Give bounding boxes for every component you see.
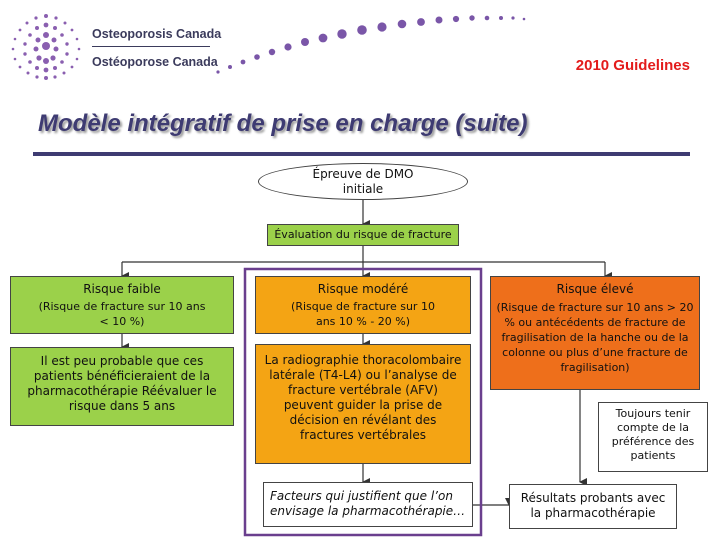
logo-text-french: Ostéoporose Canada <box>92 55 218 69</box>
high-risk-detail: (Risque de fracture sur 10 ans > 20 % ou antécédents de fracture de fragilisation de la hanche ou de la colonne ou plus d’une fracture de fragilisation) <box>496 301 694 374</box>
high-risk-heading: Risque élevé <box>556 282 634 296</box>
logo-text-english: Osteoporosis Canada <box>92 27 222 41</box>
low-risk-heading: Risque faible <box>83 282 161 296</box>
page-title: Modèle intégratif de prise en charge (suite) <box>38 110 528 137</box>
moderate-risk-action: La radiographie thoracolombaire latérale (T4-L4) ou l’analyse de fracture vertébrale (AFV) peuvent guider la prise de décision en révélant des fractures vertébrales <box>255 344 471 464</box>
low-risk-action: Il est peu probable que ces patients bénéficieraient de la pharmacothérapie Réévaluer le risque dans 5 ans <box>10 347 234 426</box>
high-risk-box <box>490 276 700 390</box>
patient-preference-box: Toujours tenir compte de la préférence des patients <box>598 402 708 472</box>
pharmacotherapy-outcome-box: Résultats probants avec la pharmacothérapie <box>509 484 677 529</box>
guidelines-label: 2010 Guidelines <box>575 57 690 74</box>
start-label: Épreuve de DMO initiale <box>312 167 414 196</box>
assessment-box: Évaluation du risque de fracture <box>267 224 459 246</box>
low-risk-box <box>10 276 234 334</box>
low-risk-detail: (Risque de fracture sur 10 ans < 10 %) <box>38 300 206 328</box>
moderate-risk-detail: (Risque de fracture sur 10 ans 10 % - 20 %) <box>291 300 435 328</box>
moderate-risk-box <box>255 276 471 334</box>
pharmacotherapy-factors-box: Facteurs qui justifient que l’on envisage la pharmacothérapie… <box>263 482 473 527</box>
moderate-risk-heading: Risque modéré <box>317 282 409 296</box>
